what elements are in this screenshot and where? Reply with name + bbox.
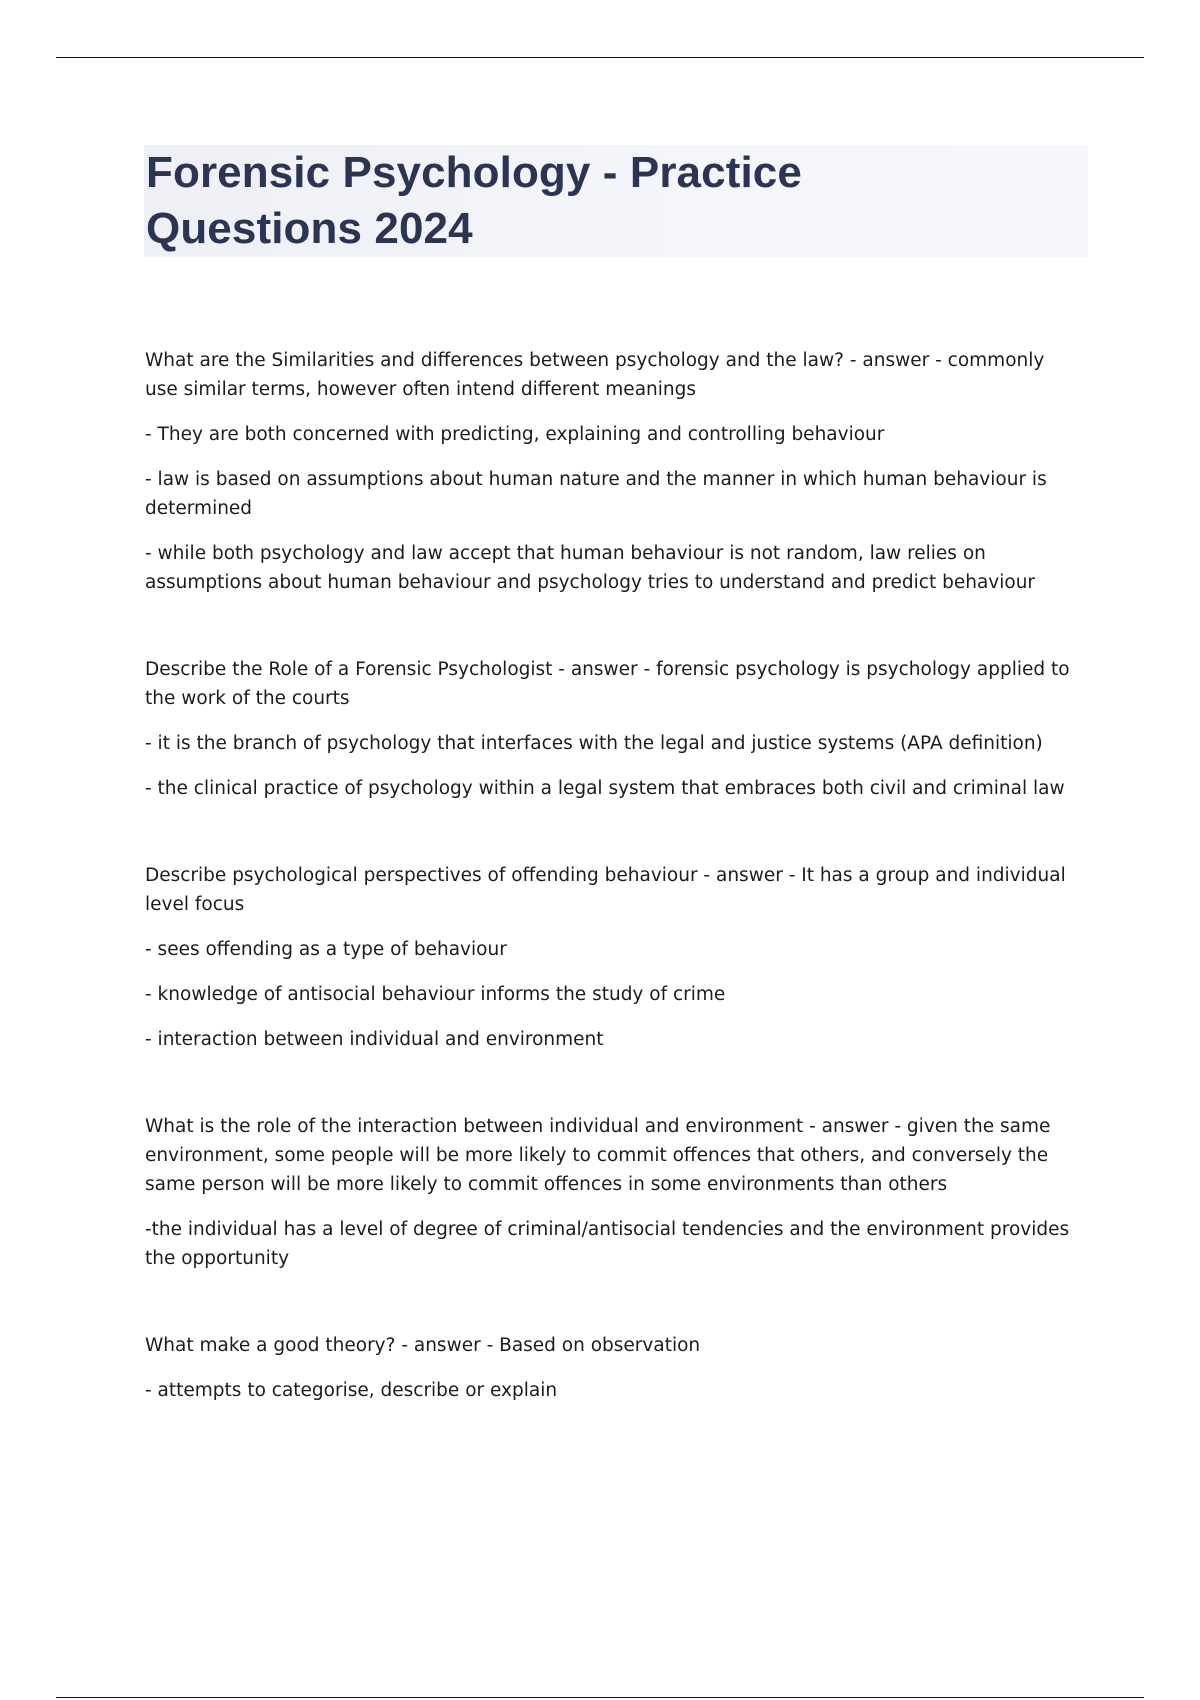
- document-title-line-2: Questions 2024: [146, 204, 473, 253]
- qa-list: [145, 346, 1080, 1463]
- document-title-line-1: Forensic Psychology - Practice: [146, 148, 802, 197]
- answer-point: - law is based on assumptions about human nature and the manner in which human behaviour is determined: [145, 469, 1047, 519]
- document-title: [144, 145, 1088, 257]
- answer-point: - sees offending as a type of behaviour: [145, 939, 507, 960]
- answer-point: - the clinical practice of psychology within a legal system that embraces both civil and criminal law: [145, 778, 1065, 799]
- answer-point: - knowledge of antisocial behaviour informs the study of crime: [145, 984, 726, 1005]
- answer-point: - interaction between individual and environment: [145, 1029, 604, 1050]
- question-answer-text: Describe psychological perspectives of offending behaviour - answer - It has a group and individual level focus: [145, 865, 1066, 915]
- answer-point: - it is the branch of psychology that interfaces with the legal and justice systems (APA definition): [145, 733, 1043, 754]
- question-answer-text: Describe the Role of a Forensic Psychologist - answer - forensic psychology is psychology applied to the work of the courts: [145, 659, 1070, 709]
- qa-item: [145, 655, 1080, 803]
- answer-point: - attempts to categorise, describe or explain: [145, 1380, 558, 1401]
- footer-rule: [56, 1697, 1144, 1698]
- qa-item: [145, 1112, 1080, 1273]
- question-answer-text: What is the role of the interaction between individual and environment - answer - given the same environment, some people will be more likely to commit offences that others, and conversely the same person will be more likely to commit offences in some environments than others: [145, 1116, 1051, 1195]
- title-banner: [144, 145, 1088, 257]
- question-answer-text: What are the Similarities and differences between psychology and the law? - answer - commonly use similar terms, however often intend different meanings: [145, 350, 1045, 400]
- qa-item: [145, 346, 1080, 597]
- qa-item: [145, 861, 1080, 1054]
- answer-point: - They are both concerned with predicting, explaining and controlling behaviour: [145, 424, 885, 445]
- answer-point: -the individual has a level of degree of criminal/antisocial tendencies and the environment provides the opportunity: [145, 1219, 1070, 1269]
- qa-item: [145, 1331, 1080, 1405]
- question-answer-text: What make a good theory? - answer - Based on observation: [145, 1335, 701, 1356]
- header-rule: [56, 57, 1144, 58]
- answer-point: - while both psychology and law accept that human behaviour is not random, law relies on assumptions about human behaviour and psychology tries to understand and predict behaviour: [145, 543, 1036, 593]
